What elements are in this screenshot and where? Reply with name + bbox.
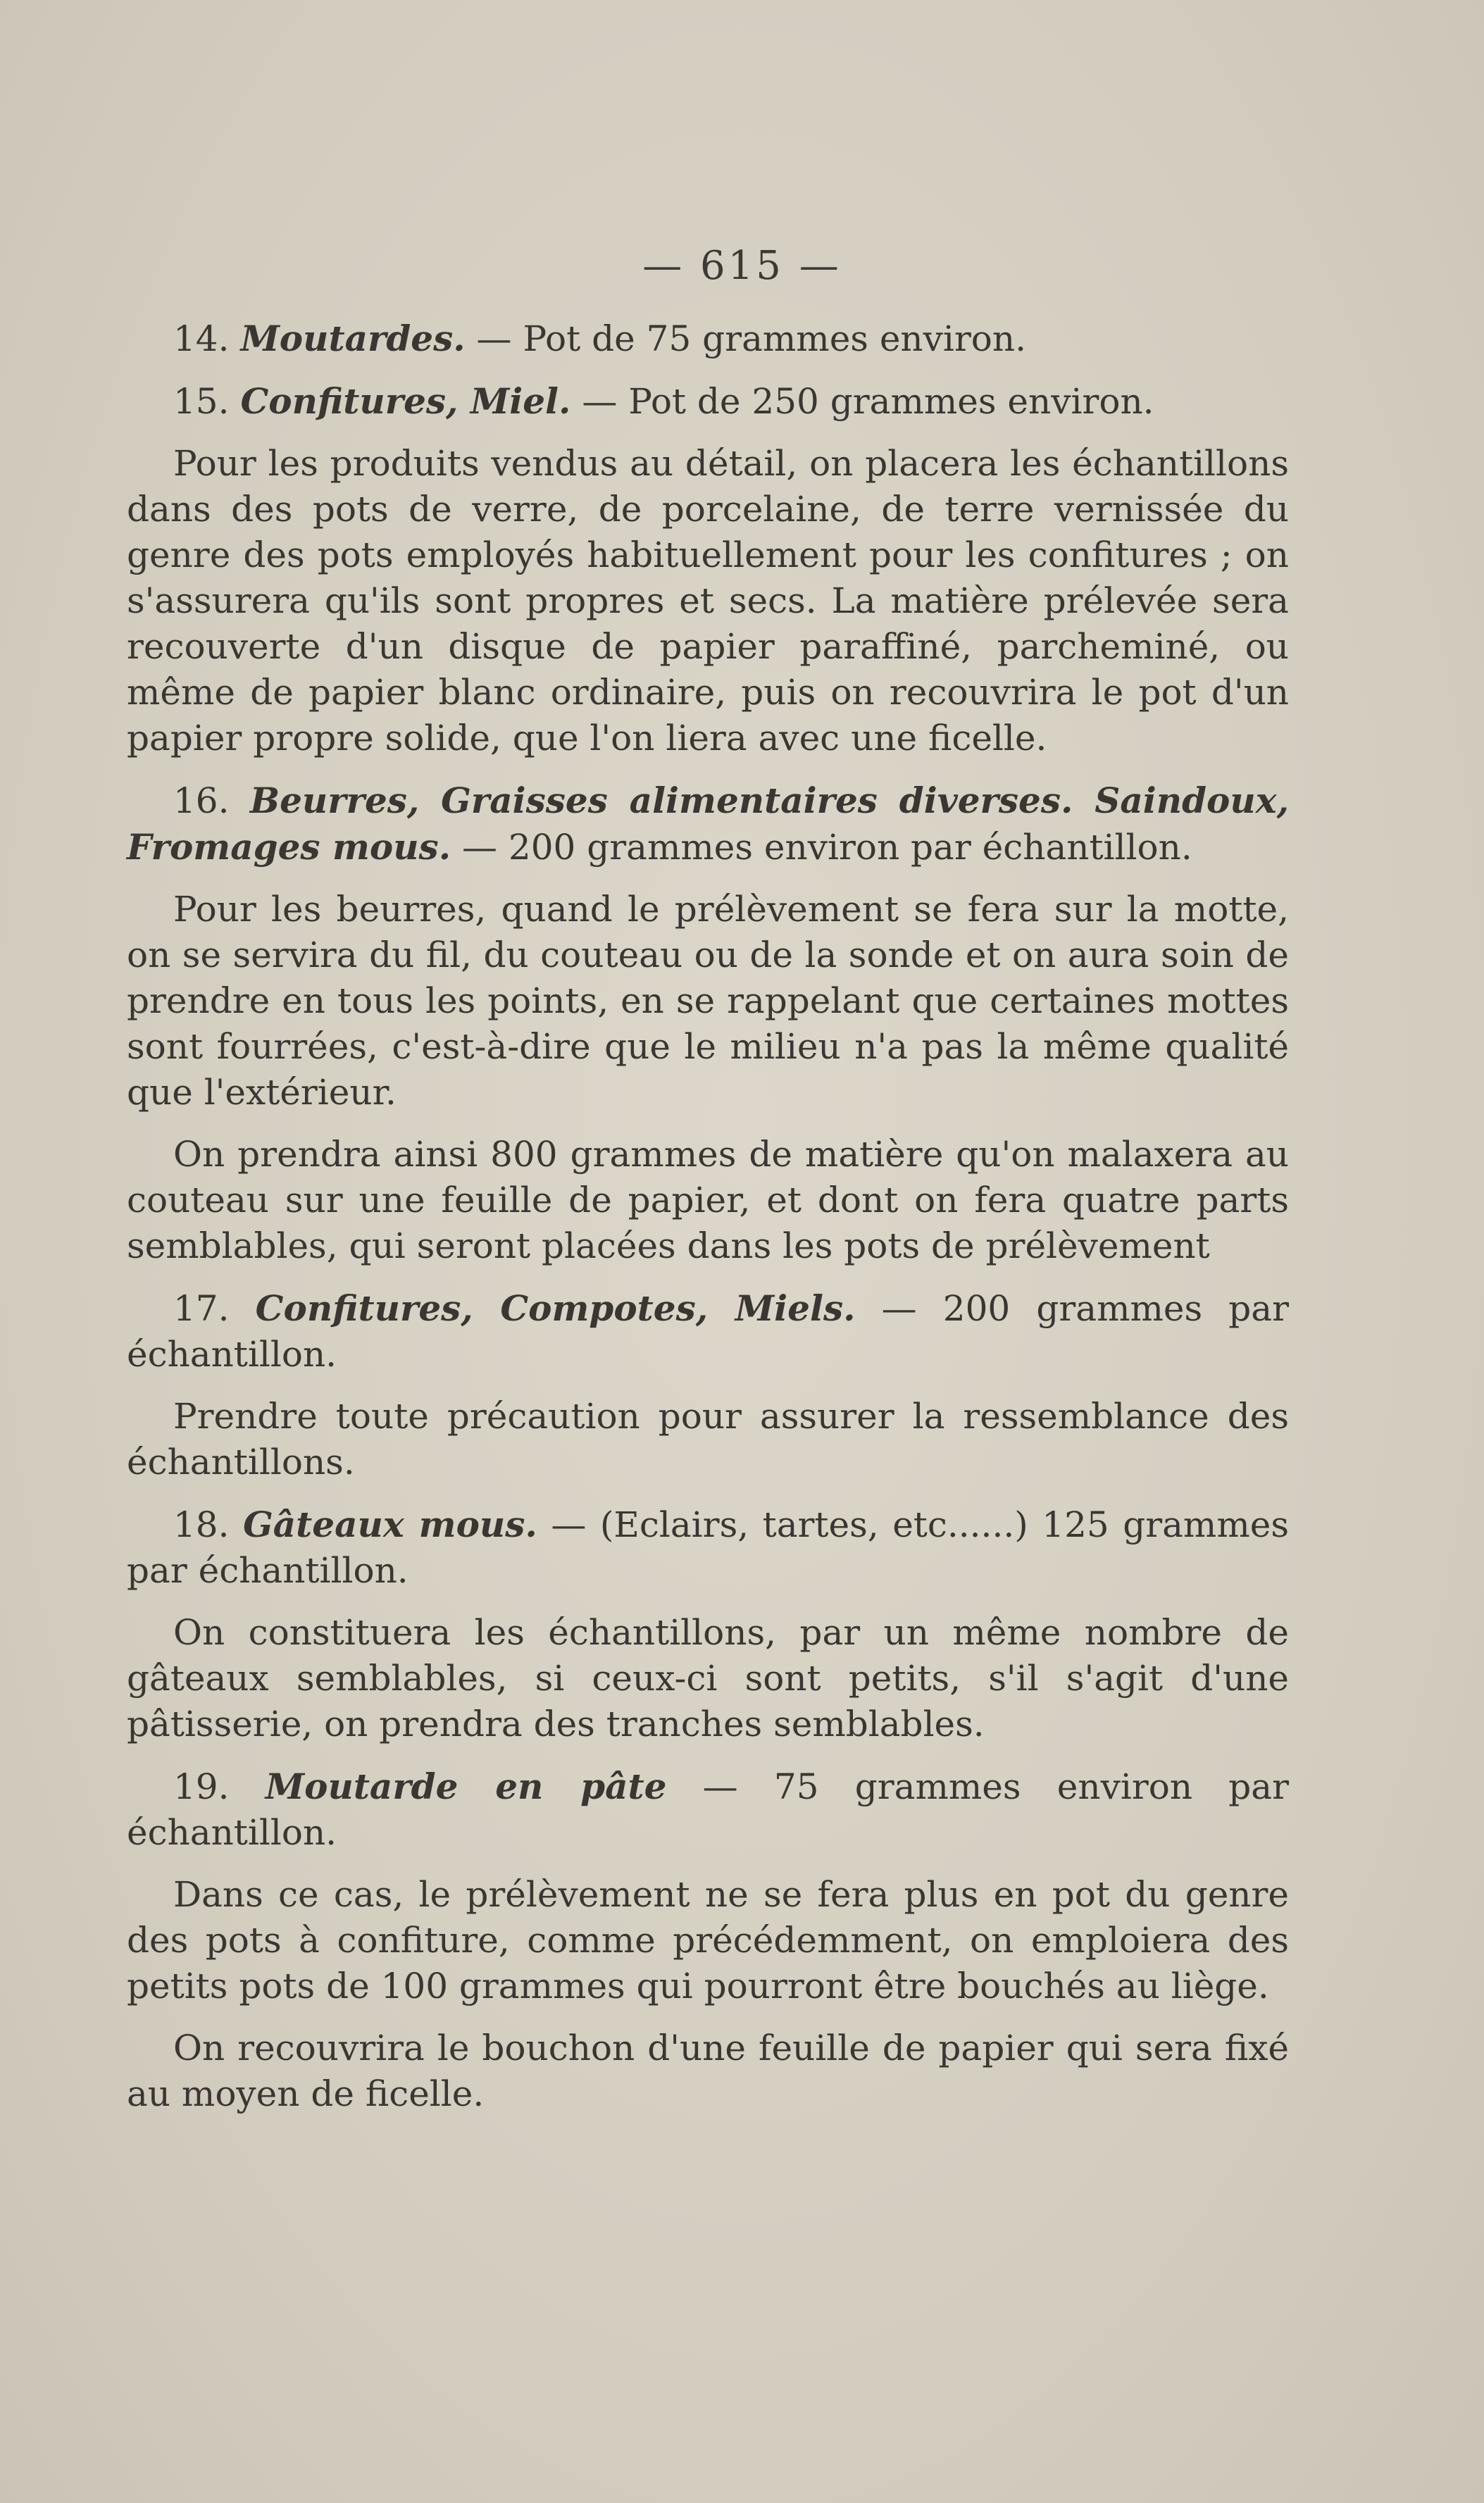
item-number: 17. (173, 1288, 230, 1329)
paragraph-butter-portions: On prendra ainsi 800 grammes de matière qu'on malaxera au couteau sur une feuille de papier, et dont on fera quatre parts semblables, qui seront placées dans les pots de prélèvement (127, 1134, 1289, 1266)
item-17 (127, 1285, 1289, 1378)
paragraph-retail-products: Pour les produits vendus au détail, on placera les échantillons dans des pots de verre, de porcelaine, de terre vernissée du genre des pots employés habituellement pour les confitures ; on s'assurera qu'ils sont propres et secs. La matière prélevée sera recouverte d'un disque de papier paraffiné, parcheminé, ou même de papier blanc ordinaire, puis on recouvrira le pot d'un papier propre solide, que l'on liera avec une ficelle. (127, 443, 1289, 759)
item-16 (127, 778, 1289, 870)
item-detail: — 75 grammes environ par échantillon. (127, 1766, 1289, 1853)
item-detail: — 200 grammes environ par échantillon. (451, 827, 1192, 868)
item-15 (127, 378, 1289, 425)
item-title: Moutarde en pâte (265, 1766, 667, 1807)
item-detail: — Pot de 250 grammes environ. (570, 381, 1154, 422)
item-title: Confitures, Miel. (240, 380, 571, 422)
item-number: 18. (173, 1504, 230, 1545)
paragraph-cakes: On constituera les échantillons, par un même nombre de gâteaux semblables, si ceux-ci sont petits, s'il s'agit d'une pâtisserie, on prendra des tranches semblables. (127, 1612, 1289, 1744)
item-18 (127, 1502, 1289, 1594)
page-text (127, 316, 1289, 2133)
paragraph-cork-cover: On recouvrira le bouchon d'une feuille de papier qui sera fixé au moyen de ficelle. (127, 2028, 1289, 2114)
item-detail: — (Eclairs, tartes, etc......) 125 grammes par échantillon. (127, 1504, 1290, 1591)
item-detail: — Pot de 75 grammes environ. (465, 318, 1026, 359)
item-title: Moutardes. (240, 318, 466, 359)
item-title: Beurres, Graisses alimentaires diverses. Saindoux, Fromages mous. (127, 780, 1289, 868)
paragraph-mustard-pots: Dans ce cas, le prélèvement ne se fera plus en pot du genre des pots à confiture, comme précédemment, on emploiera des petits pots de 100 grammes qui pourront être bouchés au liège. (127, 1874, 1289, 2006)
item-detail: — 200 grammes par échantillon. (127, 1288, 1289, 1375)
item-number: 16. (173, 780, 230, 821)
item-title: Gâteaux mous. (243, 1504, 537, 1545)
item-number: 19. (173, 1766, 230, 1807)
paragraph-resemblance: Prendre toute précaution pour assurer la ressemblance des échantillons. (127, 1396, 1289, 1483)
item-title: Confitures, Compotes, Miels. (255, 1287, 856, 1329)
item-number: 15. (173, 381, 230, 422)
item-19 (127, 1764, 1289, 1856)
item-14 (127, 316, 1289, 362)
page-number: — 615 — (642, 243, 842, 289)
item-number: 14. (173, 318, 230, 359)
paragraph-butter-sampling: Pour les beurres, quand le prélèvement se fera sur la motte, on se servira du fil, du couteau ou de la sonde et on aura soin de prendre en tous les points, en se rappelant que certaines mottes sont fourrées, c'est-à-dire que le milieu n'a pas la même qualité que l'extérieur. (127, 889, 1289, 1113)
